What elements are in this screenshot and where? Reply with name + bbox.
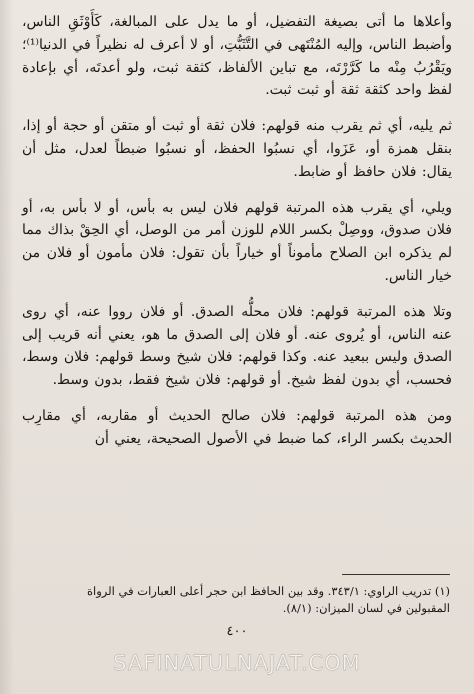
- footnote-line-1: (١) تدريب الراوي: ٣٤٣/١. وقد بين الحافظ ابن حجر أعلى العبارات في الرواة: [87, 584, 450, 598]
- paragraph-5: ومن هذه المرتبة قولهم: فلان صالح الحديث أو مقاربه، أي مقارِب الحديث بكسر الراء، كما ضبط في الأصول الصحيحة، يعني أن: [22, 407, 452, 447]
- page-edge-shadow: [0, 0, 14, 694]
- main-text: [22, 11, 452, 451]
- paragraph-4: وتلا هذه المرتبة قولهم: فلان محلُّه الصدق. أو فلان رووا عنه، أي روى عنه الناس، أو يُروى عنه. أو فلان إلى الصدق ما هو، يعني أنه قريب إلى الصدق وليس ببعيد عنه. وكذا قولهم: فلان شيخ وسط قولهم: فلان وسط، فحسب، أي بدون لفظ شيخ. أو قولهم: فلان شيخ فقط، بدون وسط.: [22, 303, 452, 389]
- paragraph-1: وأعلاها ما أتى بصيغة التفضيل، أو ما يدل على المبالغة، كَأَوْثَقِ الناس، وأضبط الناس، وإليه المُنْتَهى في التَّثَبُّتِ، أو لا أعرف له نظيراً في الدنيا⁽¹⁾؛ ويَقْرُبُ مِنْه ما كَرَّرْتَه، مع تباين الألفاظ، كثقة ثبت، ولو أعدتَه، أي بإعادة لفظ واحد كثقة ثقة أو ثبت ثبت.: [22, 14, 452, 99]
- footnote-line-2: المقبولين في لسان الميزان: (٨/١).: [282, 601, 450, 615]
- footnotes: [24, 583, 450, 617]
- paragraph-3: ويلي، أي يقرب هذه المرتبة قولهم فلان ليس به بأس، أو لا بأس به، أو فلان صدوق، ووصِلْ بكسر اللام للوزن أمر من الوصل، أي الحِقْ بذاك مما لم يذكره ابن الصلاح مأموناً أو خياراً بأن تقول: فلان مأمون أو فلان من خيار الناس.: [22, 199, 453, 284]
- page-number: ٤٠٠: [226, 624, 248, 639]
- watermark: SAFINATULNAJAT.COM: [113, 651, 361, 675]
- footnote-separator: [342, 574, 450, 575]
- paragraph-2: ثم يليه، أي ثم يقرب منه قولهم: فلان ثقة أو ثبت أو متقن أو حجة أو إذا، بنقل همزة أو، عَزَوا، أي نسبُوا الحفظ، أو نسبُوا ضبطاً لعدل، مثل أن يقال: فلان حافظ أو ضابط.: [22, 118, 452, 180]
